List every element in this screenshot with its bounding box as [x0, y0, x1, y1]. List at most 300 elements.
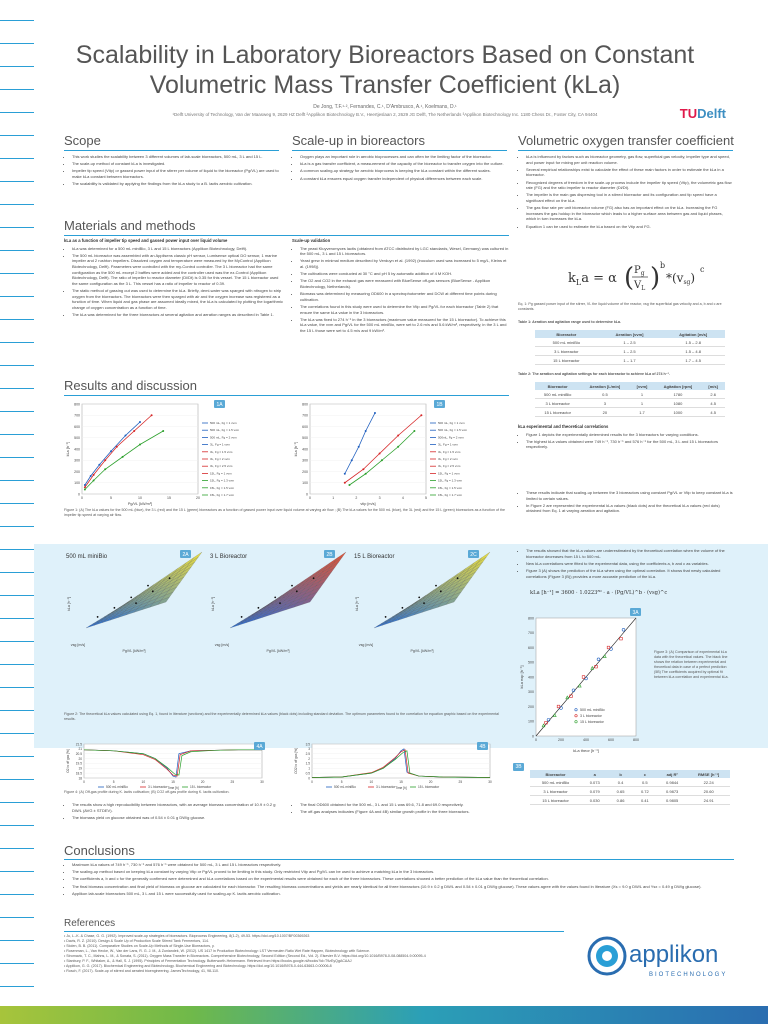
experimental-point — [296, 590, 298, 592]
materials-left-text — [64, 238, 284, 319]
data-point — [162, 430, 164, 432]
bullet-item: • Recognized degrees of freedom in the scale-up process include the impeller tip speed (Vtip), the volumetric gas flow rate (FG) and the ratio impeller to reactor diameter (Di/Dt). — [526, 180, 733, 191]
reference-item: • Stanbury, P. F., Whitaker, A., & Hall, S. J. (1995). Principles of Fermentation Technology. Butterworth-Heinemann. Retrieved from https://books.google.nl/books?id=T9zEyQgACAAJ — [64, 959, 352, 963]
y-tick-label: 400 — [74, 447, 80, 452]
x-tick-label: 2 — [355, 496, 358, 500]
data-point — [122, 456, 124, 458]
table-cell: 500 mL miniBio — [530, 778, 581, 787]
applikon-name: applikon — [629, 941, 719, 968]
left-rule-line — [0, 250, 34, 251]
legend-label: 3L, Fg = 1 vvm — [438, 442, 458, 447]
table-cell: 15 L bioreactor — [535, 408, 580, 417]
data-point — [397, 435, 399, 437]
table-row — [530, 796, 730, 805]
legend-label: 500 mL, Fg = 2 vvm — [210, 435, 237, 440]
left-rule-line — [0, 227, 34, 228]
x-tick-label: 400 — [583, 738, 589, 742]
legend-label: 15L, Fg = 1.5 vvm — [210, 485, 235, 490]
bullet-item: • The 500 mL bioreactor was assembled with an Applisens classic pH sensor, Lumisense optical DO sensor, 1 marine impeller and 2 rushton impellers. Dissolved oxygen and temperature were measured by the MyControl (Applikon Biotechnology, Delft). Parameters were controlled with the my-Control controller. The 3 L bioreactor had the same configuration as the 500 mL except 2 baffles were added and the controller used was the ez-Control (Applikon Biotechnology, Delft). The ratio of impeller to reactor diameter (Di/Dt) is 0.35 for this vessel. The 15 L bioreactor used the same configuration as the 3 L. This vessel has a ratio of impeller to reactor of 0.39. — [72, 253, 284, 287]
fig-tag-label: 2A — [182, 552, 189, 558]
table-cell: 1000 — [655, 408, 702, 417]
y-tick-label: 100 — [74, 481, 80, 486]
table-row — [535, 356, 725, 365]
table-cell: 0.030 — [581, 796, 608, 805]
fig-title: 15 L Bioreactor — [354, 554, 395, 560]
bullet-item: • The yeast Kluyveromyces lactis (obtained from ATCC distributed by LGC standards, Wesel, Germany) was cultured in the 500 mL, 3 L and 15 L bioreactors. — [300, 246, 509, 257]
table-cell: 2.6 — [701, 390, 725, 399]
table-cell: 1 — [630, 399, 655, 408]
data-point — [84, 489, 86, 491]
fig4-text-right — [292, 802, 509, 816]
fig-tag-label: 1B — [436, 402, 443, 408]
x-tick-label: 15 — [399, 780, 403, 784]
y-tick-label: 300 — [74, 458, 80, 463]
x-tick-label: 15 — [167, 496, 171, 500]
table-header-cell: RMSE [h⁻¹] — [687, 770, 730, 778]
data-point — [379, 453, 381, 455]
left-rule-line — [0, 204, 34, 205]
left-rule-line — [0, 756, 34, 757]
table-cell: 1.5 – 4.8 — [661, 347, 725, 356]
fig-tag-label: 2B — [326, 552, 333, 558]
reference-item: • Rosenman, L., Van Hecke, W., Van der Lans, R. G. J. M., & Zuniandek, W. (2012). US 1417 in Production Biotechnology: LST Vermeulen Ratio Wet Rate Happen, Biotechnology with Science. — [64, 949, 371, 953]
left-rule-line — [0, 572, 34, 573]
poster-title: Scalability in Laboratory Bioreactors Based on Constant Volumetric Mass Transfer Coefficient (kLa) — [75, 41, 695, 99]
legend-label: 15 L bioreactor — [580, 720, 604, 724]
x-tick-label: 30 — [260, 780, 264, 784]
surface-cell — [374, 623, 386, 628]
x-tick-label: 0 — [83, 780, 85, 784]
y-axis-label: vsg [m/s] — [358, 643, 374, 647]
left-rule-line — [0, 986, 34, 987]
table-row — [535, 347, 725, 356]
y-tick-label: 19.5 — [75, 761, 82, 766]
x-axis-label: kLa theor [h⁻¹] — [573, 748, 599, 753]
table-header-cell: adj R² — [657, 770, 687, 778]
z-axis-label: kLa [h⁻¹] — [211, 597, 215, 611]
left-rule-line — [0, 894, 34, 895]
table-row — [535, 390, 725, 399]
surface-cell — [334, 552, 346, 562]
y-axis-label: CO2 in off gas [%] — [294, 748, 298, 774]
table-cell: 3 L bioreactor — [530, 787, 581, 796]
table-row — [530, 778, 730, 787]
table-cell: 3 L bioreactor — [535, 399, 580, 408]
bottom-gradient-bar — [0, 1006, 768, 1024]
exp-theor-text — [518, 424, 733, 452]
x-axis-label: Pg/VL [kW/m³] — [410, 649, 434, 653]
legend-label: 15 L bioreactor — [418, 785, 440, 790]
y-tick-label: 400 — [528, 675, 534, 680]
voltransfer-rule — [518, 150, 733, 151]
svg-text:*(vsg): *(vsg) — [666, 271, 696, 286]
table-cell: 1780 — [655, 390, 702, 399]
x-axis-label: Pg/VL [kW/m³] — [266, 649, 290, 653]
table-cell: 3 — [580, 399, 629, 408]
y-tick-label: 2.5 — [305, 752, 310, 757]
legend-label: 15 L bioreactor — [190, 785, 212, 790]
left-rule-line — [0, 89, 34, 90]
affiliations: ¹Delft University of Technology, Van der Maasweg 9, 2629 HZ Delft ²Applikon Biotechnology B.V., Heertjeslaan 2, 2629 JG Delft, The Netherlands ³Applikon Biotechnology Inc. 1180 Chess Dr., Foster City, CA 94404 — [172, 112, 598, 117]
bullet-item: • The off-gas analyses indicates (Figure 4A and 4B) similar growth profile in the three bioreactors. — [300, 809, 509, 815]
bullet-item: • kLa was determined for a 500 mL miniBio, 3 L and 15 L bioreactors (Applikon Biotechnology, Delft). — [72, 246, 284, 252]
y-axis-label: vsg [m/s] — [214, 643, 230, 647]
left-rule-line — [0, 664, 34, 665]
bullet-item: • This work studies the scalability between 3 different volumes of lab-scale bioreactors, 500 mL, 3 L and 15 L. — [72, 154, 279, 160]
left-rule-line — [0, 802, 34, 803]
y-tick-label: 500 — [74, 436, 80, 441]
bullet-item: • A common scaling-up strategy for aerobic bioprocess is keeping the kLa constant within the different scales. — [300, 168, 507, 174]
figure-3a — [518, 606, 648, 754]
x-tick-label: 5 — [425, 496, 427, 500]
table-cell: 3 L bioreactor — [535, 347, 598, 356]
fig-title: 500 mL miniBio — [66, 554, 108, 560]
y-tick-label: 20.5 — [75, 752, 82, 757]
fig1-caption: Figure 1: (A) The kLa values for the 500 mL (blue), the 3 L (red) and the 15 L (green) bioreactors as a function of gassed power input over liquid volume at varying air flow ; (B) The kLa values for the 500 mL (blue), the 3L (red) and the 15 L (green) bioreactors as a function of the impeller tip speed at varying air flow. — [64, 508, 505, 517]
legend-label: 3 L bioreactor — [376, 785, 396, 790]
y-tick-label: 700 — [528, 631, 534, 636]
data-point — [397, 446, 399, 448]
left-rule-line — [0, 411, 34, 412]
data-point — [413, 430, 415, 432]
fig4-text-left — [64, 802, 284, 822]
legend-label: 500 mL miniBio — [580, 708, 605, 712]
y-tick-label: 300 — [528, 690, 534, 695]
svg-text:): ) — [650, 263, 661, 293]
legend-label: 3L, Fg = 1.5 vvm — [438, 449, 461, 454]
bullet-item: • In Figure 2 are represented the experimental kLa values (black dots) and the theoretical kLa values (red dots) obtained from Eq. 1 at varying aeration and agitation. — [526, 503, 733, 514]
applikon-logo — [585, 928, 745, 988]
data-point — [151, 414, 153, 416]
table-3 — [530, 770, 730, 805]
y-tick-label: 500 — [528, 660, 534, 665]
reference-item: • Stolen, B. B. (2011). Comparative Studies on Scale-Up Methods of Single-Use Bioreactors, y. — [64, 944, 215, 948]
fig-tag-label: 4B — [479, 744, 486, 750]
left-rule-line — [0, 20, 34, 21]
x-tick-label: 5 — [112, 780, 115, 784]
figure-4a — [64, 740, 274, 790]
y-tick-label: 800 — [74, 402, 80, 407]
scaleup-heading: Scale-up in bioreactors — [292, 133, 425, 148]
materials-right-text — [292, 238, 509, 335]
experimental-point — [385, 616, 387, 618]
experimental-point — [423, 602, 425, 604]
y-tick-label: 200 — [528, 704, 534, 709]
table-header-cell: Bioreactor — [530, 770, 581, 778]
bullet-item: • Biomass was determined by measuring OD600 in a spectrophotometer and DCW at different time points during cultivation. — [300, 291, 509, 302]
fig-tag-label: 2C — [470, 552, 477, 558]
y-tick-label: 0 — [306, 492, 308, 497]
bullet-item: • The scaling-up method based on keeping kLa constant by varying Vtip or Pg/VL proved to be limiting in this study. Only restricted Vtip and Pg/VL can be used to achieve a matching kLa in the 3 bioreactors. — [72, 869, 734, 875]
y-tick-label: 600 — [302, 424, 308, 429]
fig-tag-label: 3A — [632, 610, 639, 616]
table-cell: 0.86 — [608, 796, 632, 805]
table-cell: 500 mL miniBio — [535, 390, 580, 399]
bullet-item: • Oxygen plays an important role in aerobic bioprocesses and can often be the limiting factor of the bioreactor. — [300, 154, 507, 160]
data-point — [139, 421, 141, 423]
y-tick-label: 2 — [308, 756, 310, 761]
references-rule — [64, 931, 564, 932]
eq1-caption: Eq. 1: Pg gassed power input of the stirrer, VL the liquid volume of the reactor, vsg the superficial gas velocity and a, b and c are constants. — [518, 302, 722, 311]
table-cell: 0.5 — [580, 390, 629, 399]
left-rule-line — [0, 848, 34, 849]
table-header-cell: Bioreactor — [535, 382, 580, 390]
left-rule-line — [0, 917, 34, 918]
bullet-item: • The scalability is validated by applying the findings from the kLa study to a B. lactis aerobic cultivation. — [72, 181, 279, 187]
bullet-item: • kLa is a gas transfer coefficient, a measurement of the capacity of the bioreactor to transfer oxygen into the culture. — [300, 161, 507, 167]
left-rule-line — [0, 687, 34, 688]
experimental-point — [114, 607, 116, 609]
table-cell: 1.7 – 4.5 — [661, 356, 725, 365]
table-cell: 1.5 – 2.8 — [661, 338, 725, 347]
experimental-point — [152, 590, 154, 592]
bullet-item: • The cultivations were conducted at 30 °C and pH 5 by automatic addition of 4 M KOH. — [300, 271, 509, 277]
data-point — [93, 474, 95, 476]
data-point — [133, 430, 135, 432]
x-tick-label: 0 — [309, 496, 311, 500]
table-1 — [535, 330, 725, 365]
table-cell: 15 L bioreactor — [530, 796, 581, 805]
experimental-point — [435, 585, 437, 587]
scope-rule — [64, 150, 279, 151]
data-point — [104, 468, 106, 470]
data-point — [358, 446, 360, 448]
x-tick-label: 200 — [558, 738, 564, 742]
x-tick-label: 5 — [340, 780, 343, 784]
table-header-cell: Agitation [rpm] — [655, 382, 702, 390]
svg-text:Pg: $P_g$ — [634, 265, 645, 277]
experimental-point — [147, 585, 149, 587]
data-point — [344, 473, 346, 475]
figure-2b — [208, 548, 348, 658]
conclusions-heading: Conclusions — [64, 843, 135, 858]
bullet-item: • kLa is influenced by factors such as bioreactor geometry, gas flow, superficial gas velocity, impeller type and speed, and power input for mixing per unit reaction volume. — [526, 154, 733, 165]
reference-item: • Rosch, F. (2017). Scale-up of stirred and aerated bioengineering. JamesTechnology, 41, 98-110. — [64, 969, 219, 973]
y-tick-label: 700 — [302, 413, 308, 418]
materials-rule — [64, 235, 509, 236]
reference-item: • Stromavic, T. C., Mahns, L. M., & Sonata, S. (2011). Oxygen Mass Transfer in Bioreactors. Comprehensive Biotechnology, Second Edition (Second Ed., Vol. 2). Elsevier B.V. https://doi.org/10.1016/B978-0-08-088504-9.00095-4 — [64, 954, 426, 958]
y-tick-label: 0 — [532, 734, 534, 739]
fig-tag-label: 1A — [216, 402, 223, 408]
bullet-item: • The highest kLa values obtained were 749 h⁻¹, 730 h⁻¹ and 576 h⁻¹ for the 500 mL, 3 L and 15 L bioreactors respectively. — [526, 439, 733, 450]
formula-2: kLa [h⁻¹] = 3600 · 1.0223⁸⁰ · a · (Pg/VL)^b · (vsg)^c — [530, 590, 668, 596]
data-point — [139, 444, 141, 446]
y-tick-label: 0 — [308, 776, 310, 781]
bullet-item: • The correlations found in this study were used to determine the Vtip and Pg/VL for each bioreactor (Table 2) that ensure the same kLa value in the 3 bioreactors. — [300, 304, 509, 315]
legend-label: 3L, Fg = 2 vvm — [210, 457, 230, 461]
y-tick-label: 0.5 — [305, 771, 310, 776]
fig3-caption: Figure 3: (A) Comparison of experimental kLa data with the theoretical values. The black line shows the relation between experimental and theoretical data in case of a perfect prediction (5B) The coefficients acquired by optimal fit between kLa correlation and experimental kLa. — [654, 650, 729, 679]
bullet-item: • The static method of gassing out was used to determine the kLa. Briefly, demi-water was sparged with nitrogen to strip oxygen from the bioreactors. The bioreactors were then sparged with air and the oxygen increase was registered as a function of time. When liquid and gas phase are assumed ideally mixed, the kLa is calculated by plotting the logarithmic change of oxygen concentration as a function of time. — [72, 288, 284, 310]
left-rule-line — [0, 112, 34, 113]
table-header-cell: Agitation [m/s] — [661, 330, 725, 338]
figure-4b — [292, 740, 502, 790]
x-axis-label: vtip [m/s] — [360, 502, 376, 506]
reference-item: • Ju, L.-K. & Chase, G. G. (1992). Improved scale-up strategies of bioreactors. Bioprocess Engineering, 8(1-2), 49-53. https://doi.org/10.1007/BF00369263 — [64, 934, 310, 938]
y-axis-label: kLa [h⁻¹] — [294, 441, 298, 457]
exp-sub-heading: kLa experimental and theoretical correlations — [518, 424, 609, 429]
bullet-item: • The biomass yield on glucose obtained was of 0.54 ± 0.01 g DW/g glucose. — [72, 815, 284, 821]
data-point — [362, 468, 364, 470]
table-header-cell: Aeration [L/min] — [580, 382, 629, 390]
x-tick-label: 800 — [633, 738, 639, 742]
left-rule-line — [0, 871, 34, 872]
reference-item: • Applikon, G. G. (2017). Biochemical Engineering and Biotechnology. Biochemical Engineering and Biotechnology. https://doi.org/10.1016/B978-0-444-63663-0.00006-8 — [64, 964, 332, 968]
table-cell: 0.079 — [581, 787, 608, 796]
x-axis-label: Time [h] — [167, 786, 179, 790]
legend-label: 500 mL miniBio — [106, 785, 128, 790]
materials-right-sub: Scale-up validation — [292, 238, 331, 243]
y-tick-label: 600 — [528, 645, 534, 650]
y-tick-label: 400 — [302, 447, 308, 452]
y-tick-label: 21 — [78, 747, 82, 752]
data-point — [381, 459, 383, 461]
fig-title: 3 L Bioreactor — [210, 554, 248, 560]
table-header-cell: c — [633, 770, 657, 778]
bullet-item: • The scale-up method of constant kLa is investigated. — [72, 161, 279, 167]
experimental-point — [418, 597, 420, 599]
scope-heading: Scope — [64, 133, 101, 148]
table-cell: 22.24 — [687, 778, 730, 787]
plot-area — [312, 744, 490, 778]
bullet-item: • The results show a high reproducibility between bioreactors, with an average biomass concentration of 10.9 ± 0.2 g DW/L (AVG ± STDEV). — [72, 802, 284, 813]
surface-cell — [230, 623, 242, 628]
figure-1b — [292, 398, 509, 506]
results-rule — [64, 395, 509, 396]
bullet-item: • The final OD600 obtained for the 500 mL, 3 L and 15 L was 69.6, 71.8 and 69.0 respectively. — [300, 802, 509, 808]
y-tick-label: 3.5 — [305, 742, 310, 747]
voltransfer-right-text — [518, 548, 733, 581]
y-tick-label: 1 — [308, 766, 310, 771]
left-rule-line — [0, 181, 34, 182]
left-rule-line — [0, 641, 34, 642]
conclusions-rule — [64, 859, 734, 860]
voltransfer-text — [518, 154, 733, 231]
surface-cell — [190, 552, 202, 562]
y-tick-label: 21.5 — [75, 742, 82, 747]
bullet-item: • Several empirical relationships exist to calculate the effect of these main factors in order to estimate the kLa in a bioreactor. — [526, 167, 733, 178]
x-tick-label: 15 — [171, 780, 175, 784]
x-tick-label: 0 — [535, 738, 537, 742]
data-point — [374, 412, 376, 414]
table-header-cell: Aeration [vvm] — [598, 330, 662, 338]
experimental-point — [169, 577, 171, 579]
scope-text — [64, 154, 279, 188]
left-rule-line — [0, 940, 34, 941]
svg-text:kLa = α: $k_La = \alpha$ — [568, 271, 617, 287]
left-rule-line — [0, 549, 34, 550]
bullet-item: • A constant kLa ensures equal oxygen transfer independent of physical differences between each scale. — [300, 176, 507, 182]
svg-text:b: b — [660, 261, 666, 270]
table2-caption: Table 2: The aeration and agitation settings for each bioreactor to achieve kLa of 274 h⁻¹. — [518, 372, 670, 376]
table-cell: 0.65 — [608, 787, 632, 796]
x-axis-label: Pg/VL [kW/m³] — [127, 502, 153, 506]
x-tick-label: 5 — [110, 496, 112, 500]
data-point — [125, 435, 127, 437]
legend-label: 3 L bioreactor — [148, 785, 168, 790]
left-rule-line — [0, 273, 34, 274]
bullet-item: • Maximum kLa values of 749 h⁻¹, 730 h⁻¹ and 576 h⁻¹ were obtained for 500 mL, 3 L and 15 L bioreactors respectively. — [72, 862, 734, 868]
left-rule-line — [0, 618, 34, 619]
bullet-item: • The results showed that the kLa values are underestimated by the theoretical correlation when the volume of the bioreactor decreases from 15 L to 500 mL. — [526, 548, 733, 559]
table-cell: 0.4 — [608, 778, 632, 787]
fig4-caption: Figure 4: (A) Off-gas profile during K. lactis cultivation; (B) CO2 off-gas profile during K. lactis cultivation. — [64, 790, 230, 794]
figure-2c — [352, 548, 492, 658]
left-rule-line — [0, 66, 34, 67]
legend-label: 15L, Fg = 1.3 vvm — [210, 478, 235, 483]
left-rule-line — [0, 595, 34, 596]
experimental-point — [402, 607, 404, 609]
table-row — [535, 338, 725, 347]
svg-text:VL: $V_L$ — [634, 280, 646, 292]
y-tick-label: 18.5 — [75, 771, 82, 776]
bullet-item: • The gas flow rate per unit bioreactor volume (FG) also has an important effect on the kLa. Increasing the FG increases the gas holdup in the bioreactor which leads to a higher surface area between gas and liquid phases, which in turn increases the kLa. — [526, 205, 733, 222]
legend-label: 500 mL miniBio — [334, 785, 356, 790]
table-cell: 0.9844 — [657, 778, 687, 787]
left-rule-line — [0, 503, 34, 504]
data-point — [365, 473, 367, 475]
experimental-point — [258, 607, 260, 609]
bullet-item: • The O2 and CO2 in the exhaust gas were measured with BlueSense off-gas sensors (BlueSense - Applikon Biotechnology, Netherlands). — [300, 278, 509, 289]
table-cell: 500 mL miniBio — [535, 338, 598, 347]
table-cell: 20.60 — [687, 787, 730, 796]
y-tick-label: 19 — [78, 766, 82, 771]
materials-heading: Materials and methods — [64, 218, 196, 233]
materials-left-sub: kLa as a function of impeller tip speed and gassed power input over liquid volume — [64, 238, 228, 243]
bullet-item: • The final biomass concentration and final yield of biomass on glucose are calculated for each bioreactor. The resulting biomass concentrations and yields are nearly identical for all three bioreactors (10.9 ± 0.2 g DW/L and 0.54 ± 0.01 g DW/g glucose). These values agree with the values found in literature (Xs = 9.0 g DW/L and Ysx = 0.49 g DW/g glucose). — [72, 884, 734, 890]
x-axis-label: Time [h] — [395, 786, 407, 790]
x-tick-label: 0 — [311, 780, 313, 784]
bullet-item: • These results indicate that scaling-up between the 3 bioreactors using constant Pg/VL or Vtip to keep constant kLa is limited to certain values. — [526, 490, 733, 501]
bullet-item: • Yeast grew in minimal medium described by Verduyn et al. (1992) (inoculum used was increased to 5 mg/L, Kleins et al. (1998)). — [300, 258, 509, 269]
fig-tag-label: 4A — [256, 744, 263, 750]
y-tick-label: 500 — [302, 436, 308, 441]
y-axis-label: kLa [h⁻¹] — [66, 441, 70, 457]
table-cell: 24.91 — [687, 796, 730, 805]
bullet-item: • Figure 1 depicts the experimentally determined results for the 3 bioreactors for varying conditions. — [526, 432, 733, 438]
svg-text:(: ( — [624, 263, 635, 293]
left-rule-line — [0, 434, 34, 435]
table-cell: 1 – 2.5 — [598, 338, 662, 347]
experimental-point — [274, 597, 276, 599]
left-rule-line — [0, 457, 34, 458]
experimental-point — [457, 577, 459, 579]
bullet-item: • The coefficients a, b and c for the generally confirmed were determined and kLa correlations based on the experimental results were obtained for each of the three bioreactors. These correlations showed a better prediction of the kLa value than the theoretical correlation. — [72, 876, 734, 882]
bullet-item: • New kLa correlations were fitted to the experimental data, using the coefficients a, b and c as variables. — [526, 561, 733, 567]
left-rule-line — [0, 526, 34, 527]
table-row — [535, 408, 725, 417]
fig3b-tag: 3B — [513, 763, 524, 771]
y-tick-label: 0 — [78, 492, 80, 497]
x-tick-label: 20 — [196, 496, 200, 500]
table-header-cell: Bioreactor — [535, 330, 598, 338]
bullet-item: • Applikon lab-scale bioreactors 500 mL, 3 L and 15 L were successfully used for scaling-up K. lactis aerobic cultivation. — [72, 891, 734, 897]
experimental-point — [440, 590, 442, 592]
x-tick-label: 1 — [332, 496, 335, 500]
y-axis-label: O2 in off gas [%] — [66, 749, 70, 773]
table-cell: 0.41 — [633, 796, 657, 805]
left-rule-line — [0, 296, 34, 297]
x-tick-label: 600 — [608, 738, 614, 742]
table-cell: 1 – 1.7 — [598, 356, 662, 365]
z-axis-label: kLa [h⁻¹] — [355, 597, 359, 611]
left-rule-line — [0, 710, 34, 711]
data-point — [365, 430, 367, 432]
table-row — [535, 399, 725, 408]
data-point — [351, 459, 353, 461]
x-tick-label: 4 — [401, 496, 404, 500]
legend-label: 500 mL, Fg = 1 vvm — [438, 421, 465, 425]
